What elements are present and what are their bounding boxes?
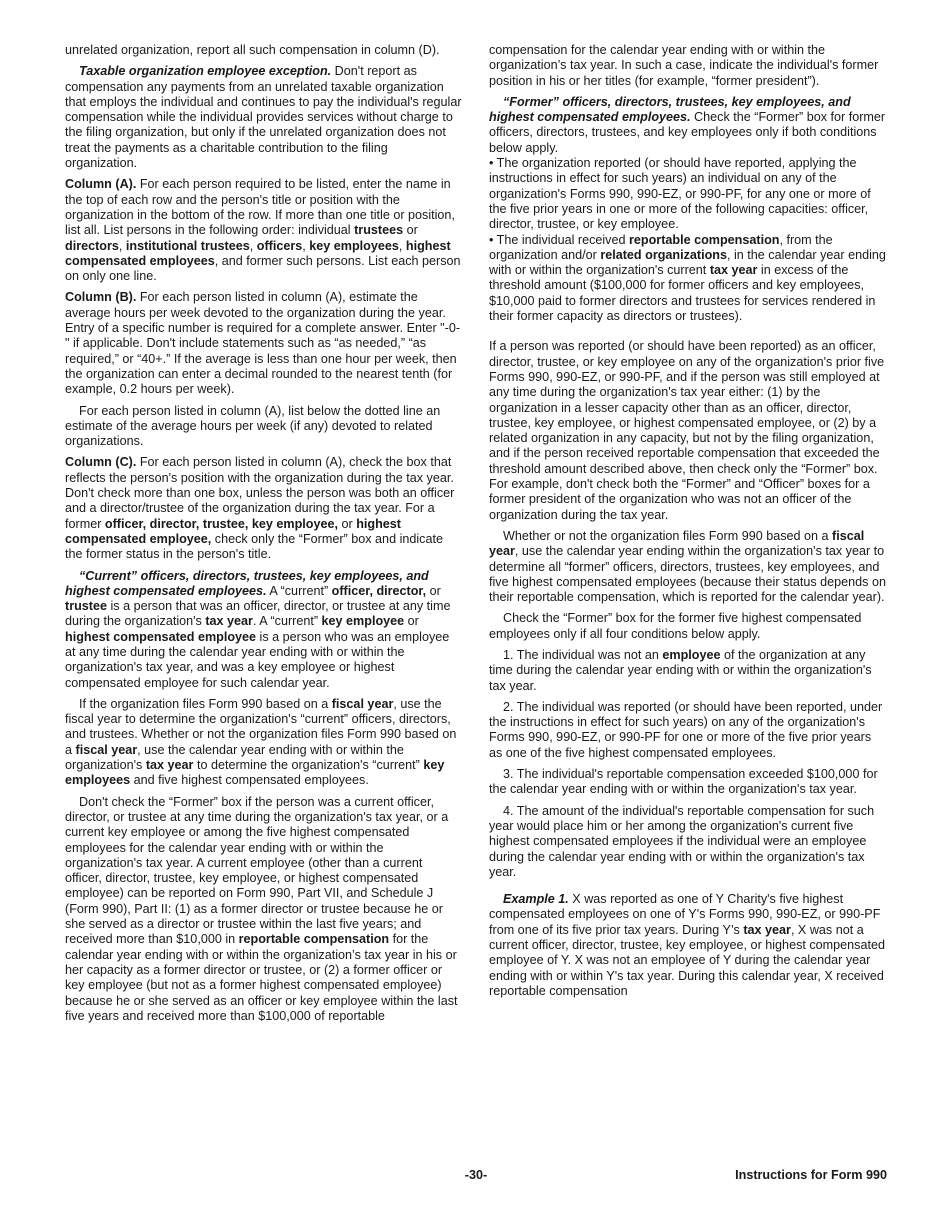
term: trustee [65, 599, 107, 614]
condition-3: 3. The individual's reportable compensation exceeded $100,000 for the calendar year ending with or within the organization's tax year. [489, 767, 878, 797]
heading-taxable-exception: Taxable organization employee exception. [79, 64, 332, 79]
text: , [302, 238, 310, 253]
text: For each person listed in column (A), estimate the average hours per week devoted to the organization during the year. Entry of a specific number is required for a complete answer. Enter "-0-" if applicable. Don't include statements such as “as needed,” “as required,” or “40+.” If the average is less than one hour per week, then the organization can enter a decimal rounded to the nearest tenth (for example, 0.2 hours per week). [65, 290, 461, 397]
condition-4: 4. The amount of the individual's reportable compensation for such year would place him or her among the organization's current five highest compensated employees if the individual were an employee during the calendar year ending with or within the organization's tax year. [489, 803, 875, 879]
text: , and former such persons. List each person on only one line. [65, 253, 461, 284]
term: fiscal year [489, 528, 865, 559]
term: tax year [205, 614, 253, 629]
term: highest compensated employee [65, 629, 257, 644]
text: For each person required to be listed, enter the name in the top of each row and the person's title or position with the organization in the bottom of the row. If more than one title or position, list all. List persons in the following order: individual [65, 177, 455, 238]
term: institutional trustees [125, 238, 250, 253]
text: A “current” [266, 583, 332, 598]
term: highest compensated employee, [65, 516, 401, 546]
term: related organizations [600, 247, 727, 262]
heading-current: “Current” officers, directors, trustees, key employees, and highest compensated employees. [65, 568, 429, 598]
text: , in the calendar year ending with or within the organization's current [489, 247, 886, 278]
heading-example-1: Example 1. [503, 892, 569, 907]
term: highest compensated employees [65, 238, 451, 268]
text: X was reported as one of Y Charity's five highest compensated employees on one of Y's Forms 990, 990-EZ, or 990-PF from one of its five prior tax years. During Y’s [489, 892, 881, 937]
condition-2: 2. The individual was reported (or should have been reported, under the instructions in effect for such years) on any of the organization's Forms 990, 990-EZ, or 990-PF for one or more of the five prior years as one of the five highest compensated employees. [489, 699, 883, 760]
page-number: -30- [464, 1168, 488, 1182]
text: is a person that was an officer, director, or trustee at any time during the organization's [65, 599, 451, 629]
text: , [118, 238, 126, 253]
text: Whether or not the organization files Form 990 based on a [503, 528, 833, 543]
term: key employees [65, 758, 445, 788]
text: , use the calendar year ending with or within the organization's [65, 742, 404, 773]
text: . A “current” [252, 614, 322, 629]
term: tax year [709, 263, 758, 278]
text: or [403, 223, 418, 238]
spacer [489, 324, 887, 339]
text: in excess of the threshold amount ($100,000 for former officers and key employees, $10,000 paid to former directors and trustees for services rendered in their former capacity as directors or trustees). [489, 263, 876, 324]
paragraph-column-b [65, 290, 462, 397]
text: or [337, 516, 357, 531]
heading-column-a: Column (A). [65, 177, 137, 192]
heading-column-b: Column (B). [65, 290, 137, 305]
heading-column-c: Column (C). [65, 455, 137, 470]
term: tax year [145, 758, 194, 773]
term: tax year [743, 922, 791, 937]
document-title: Instructions for Form 990 [735, 1168, 887, 1182]
term: officer, director, trustee, key employee, [104, 516, 338, 531]
paragraph-column-a [65, 177, 462, 284]
text: , use the fiscal year to determine the organization's “current” officers, directors, and trustees. Whether or not the organization files Form 990 based on a [65, 696, 457, 757]
paragraph-fiscal-year [65, 697, 462, 789]
paragraph-whether [489, 529, 887, 605]
paragraph-check-former: Check the “Former” box for the former five highest compensated employees only if all four conditions below apply. [489, 611, 862, 641]
text: or [404, 614, 419, 629]
text: of the organization at any time during the calendar year ending with or within the organization's tax year. [489, 647, 872, 693]
paragraph-continuation: compensation for the calendar year ending with or within the organization’s tax year. In such a case, indicate the individual's former position in his or her titles (for example, “former president”). [489, 43, 879, 88]
text: 1. The individual was not an [503, 647, 663, 662]
term: trustees [354, 223, 404, 238]
text: and five highest compensated employees. [130, 773, 369, 788]
paragraph-column-c [65, 455, 462, 562]
text: to determine the organization's “current” [193, 758, 424, 773]
bullet-item [489, 233, 887, 325]
paragraph-dont-check-former [65, 795, 462, 1024]
bullet-item: • The organization reported (or should have reported, applying the instructions in effect for such years) an individual on any of the organization's Forms 990, 990-EZ, or 990-PF, for any one or more of the five prior years in one or more of the following capacities: officer, director, trustee, or key employee. [489, 156, 871, 232]
paragraph-example-1 [489, 892, 887, 999]
text: • The individual received [489, 232, 629, 247]
term: officer, director, [331, 583, 427, 598]
term: reportable compensation [238, 932, 390, 947]
text: Don't check the “Former” box if the person was a current officer, director, or trustee at any time during the organization's tax year, or a current key employee or among the five highest compensated employees for the calendar year ending with or within the organization's tax year. A current employee (other than a current officer, director, trustee, key employee, or highest compensated employee) can be reported on Form 990, Part VII, and Schedule J (Form 990), Part II: (1) as a former director or trustee because he or she served as a director or trustee within the last five years; and received more than $10,000 in [65, 794, 449, 947]
text: is a person who was an employee at any time during the calendar year ending with or within the organization's tax year, and was a key employee or highest compensated employee for such calendar year. [65, 629, 450, 690]
paragraph-former [489, 95, 887, 156]
left-column [65, 43, 462, 1024]
page-footer [65, 1168, 887, 1186]
text: for the calendar year ending with or within the organization’s tax year in his or her capacity as a former director or trustee, or (2) a former officer or key employee (but not as a former highest compensated employee) because he or she served as an officer or key employee within the last five years and received more than $100,000 of reportable [65, 932, 458, 1023]
text: Don't report as compensation any payments from an unrelated taxable organization that employs the individual and continues to pay the individual's regular compensation while the individual provides services without charge to the filing organization, but only if the unrelated organization does not treat the payments as a charitable contribution to the filing organization. [65, 64, 462, 171]
term: officers [256, 238, 303, 253]
term: fiscal year [75, 742, 138, 757]
right-column [489, 43, 887, 999]
text: , [249, 238, 257, 253]
term: key employee [321, 614, 405, 629]
condition-1 [489, 648, 887, 694]
text: For each person listed in column (A), check the box that reflects the person's position with the organization during the tax year. Don't check more than one box, unless the person was both an officer and a director/trustee of the organization during the tax year. For a former [65, 455, 455, 531]
paragraph-taxable-exception [65, 64, 462, 171]
term: key employees [309, 238, 399, 253]
heading-former: “Former” officers, directors, trustees, key employees, and highest compensated employees. [489, 94, 851, 125]
term: fiscal year [331, 696, 394, 711]
text: , X was not a current officer, director, trustee, key employee, or highest compensated employee of Y. X was not an employee of Y during the calendar year ending with or within Y's tax year. During this calendar year, X received reportable compensation [489, 922, 885, 998]
paragraph-if-person: If a person was reported (or should have been reported) as an officer, director, trustee, or key employee on any of the organization's prior five Forms 990, 990-EZ, or 990-PF, and if the person was still employed at any time during the organization's tax year either: (1) by the organization in a lesser capacity other than as an officer, director, trustee, key employee, or highest compensated employee, or (2) by a related organization in any capacity, but not by the filing organization, and if the person received reportable compensation that exceeded the threshold amount described above, then check only the “Former” box. For example, don't check both the “Former” and “Officer” boxes for a former president of the organization who was not an officer of the organization during the tax year. [489, 339, 885, 522]
text: check only the “Former” box and indicate the former status in the person's title. [65, 531, 443, 562]
text: , use the calendar year ending within the organization's tax year to determine all “former” officers, directors, trustees, key employees, and five highest compensated employees (because their status depends on their reportable compensation, which is reported for the calendar year). [489, 544, 886, 605]
paragraph-related-hours: For each person listed in column (A), list below the dotted line an estimate of the average hours per week (if any) devoted to related organizations. [65, 403, 441, 449]
term: reportable compensation [629, 232, 780, 247]
text: , from the organization and/or [489, 232, 833, 262]
text: If the organization files Form 990 based on a [79, 696, 332, 711]
text: or [426, 583, 441, 598]
term: employee [662, 647, 721, 662]
paragraph-current [65, 569, 462, 691]
term: directors [65, 238, 119, 253]
text: , [398, 238, 406, 253]
paragraph-continuation: unrelated organization, report all such compensation in column (D). [65, 43, 440, 57]
text: Check the “Former” box for former officers, directors, trustees, and key employees only if both conditions below apply. [489, 110, 886, 155]
